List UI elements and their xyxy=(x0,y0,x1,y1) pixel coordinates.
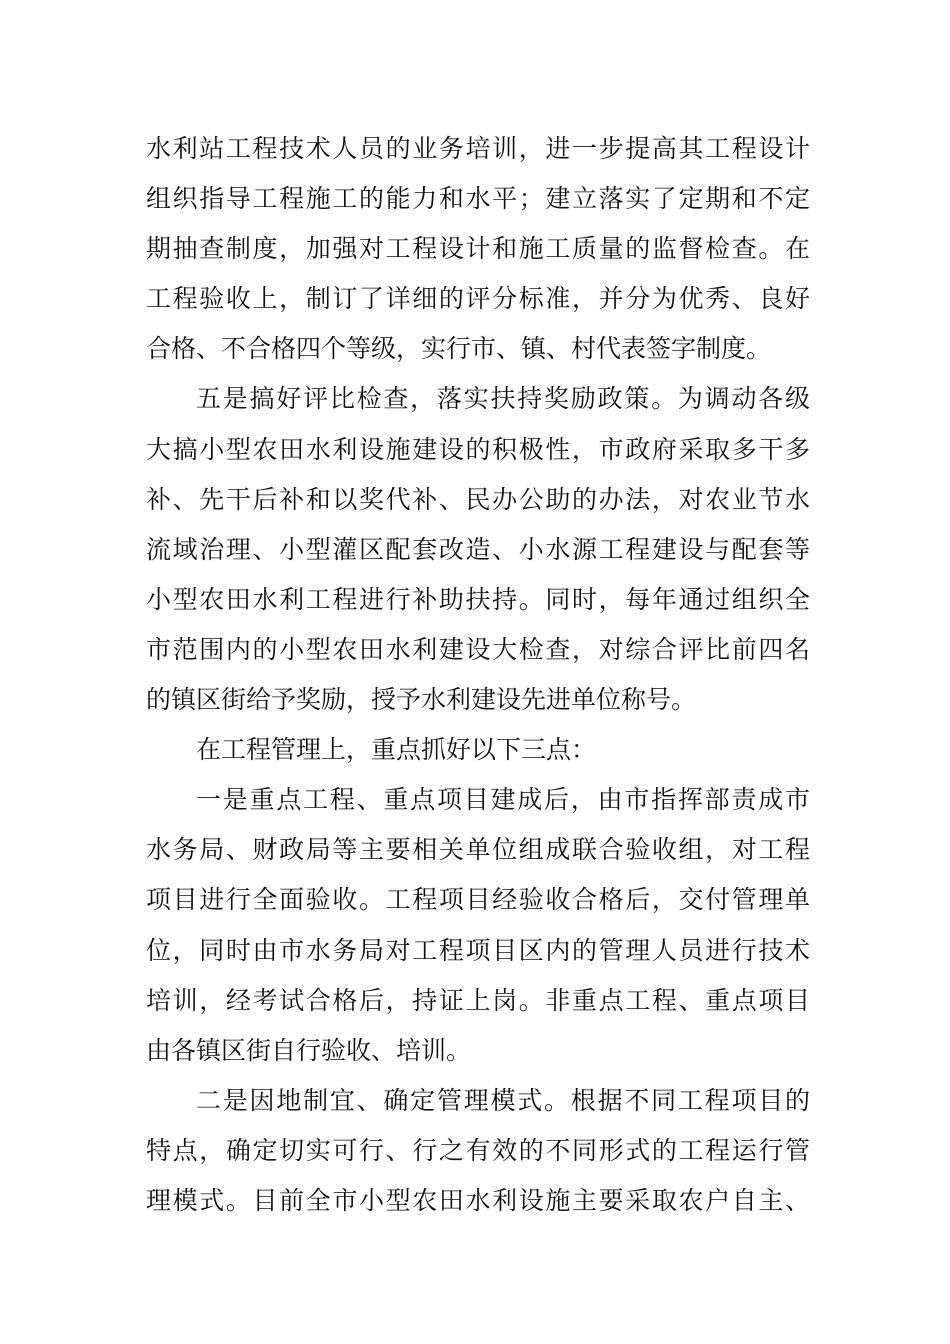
text-line: 在工程管理上，重点抓好以下三点： xyxy=(196,735,597,765)
text-line: 水利站工程技术人员的业务培训，进一步提高其工程设计 xyxy=(146,134,810,163)
text-line: 二是因地制宜、确定管理模式。根据不同工程项目的 xyxy=(196,1085,810,1115)
text-line: 水务局、财政局等主要相关单位组成联合验收组，对工程 xyxy=(146,835,810,865)
text-line: 组织指导工程施工的能力和水平；建立落实了定期和不定 xyxy=(146,184,810,214)
text-line: 项目进行全面验收。工程项目经验收合格后，交付管理单 xyxy=(146,885,810,915)
text-line: 的镇区街给予奖励，授予水利建设先进单位称号。 xyxy=(146,685,697,715)
text-line: 流域治理、小型灌区配套改造、小水源工程建设与配套等 xyxy=(146,534,810,564)
text-line: 大搞小型农田水利设施建设的积极性，市政府采取多干多 xyxy=(146,434,810,464)
text-line: 理模式。目前全市小型农田水利设施主要采取农户自主、 xyxy=(146,1185,810,1215)
text-line: 培训，经考试合格后，持证上岗。非重点工程、重点项目 xyxy=(146,985,810,1015)
text-line: 补、先干后补和以奖代补、民办公助的办法，对农业节水 xyxy=(146,484,810,514)
text-line: 工程验收上，制订了详细的评分标准，并分为优秀、良好 xyxy=(146,284,810,314)
text-line: 由各镇区街自行验收、培训。 xyxy=(146,1035,472,1065)
text-line: 五是搞好评比检查，落实扶持奖励政策。为调动各级 xyxy=(196,384,810,414)
text-line: 特点，确定切实可行、行之有效的不同形式的工程运行管 xyxy=(146,1135,810,1165)
document-body xyxy=(146,124,810,1226)
text-line: 位，同时由市水务局对工程项目区内的管理人员进行技术 xyxy=(146,935,810,965)
text-line: 合格、不合格四个等级，实行市、镇、村代表签字制度。 xyxy=(146,334,772,364)
text-line: 市范围内的小型农田水利建设大检查，对综合评比前四名 xyxy=(146,634,810,664)
text-line: 小型农田水利工程进行补助扶持。同时，每年通过组织全 xyxy=(146,584,810,614)
text-line: 期抽查制度，加强对工程设计和施工质量的监督检查。在 xyxy=(146,234,810,264)
text-line: 一是重点工程、重点项目建成后，由市指挥部责成市 xyxy=(196,785,810,815)
